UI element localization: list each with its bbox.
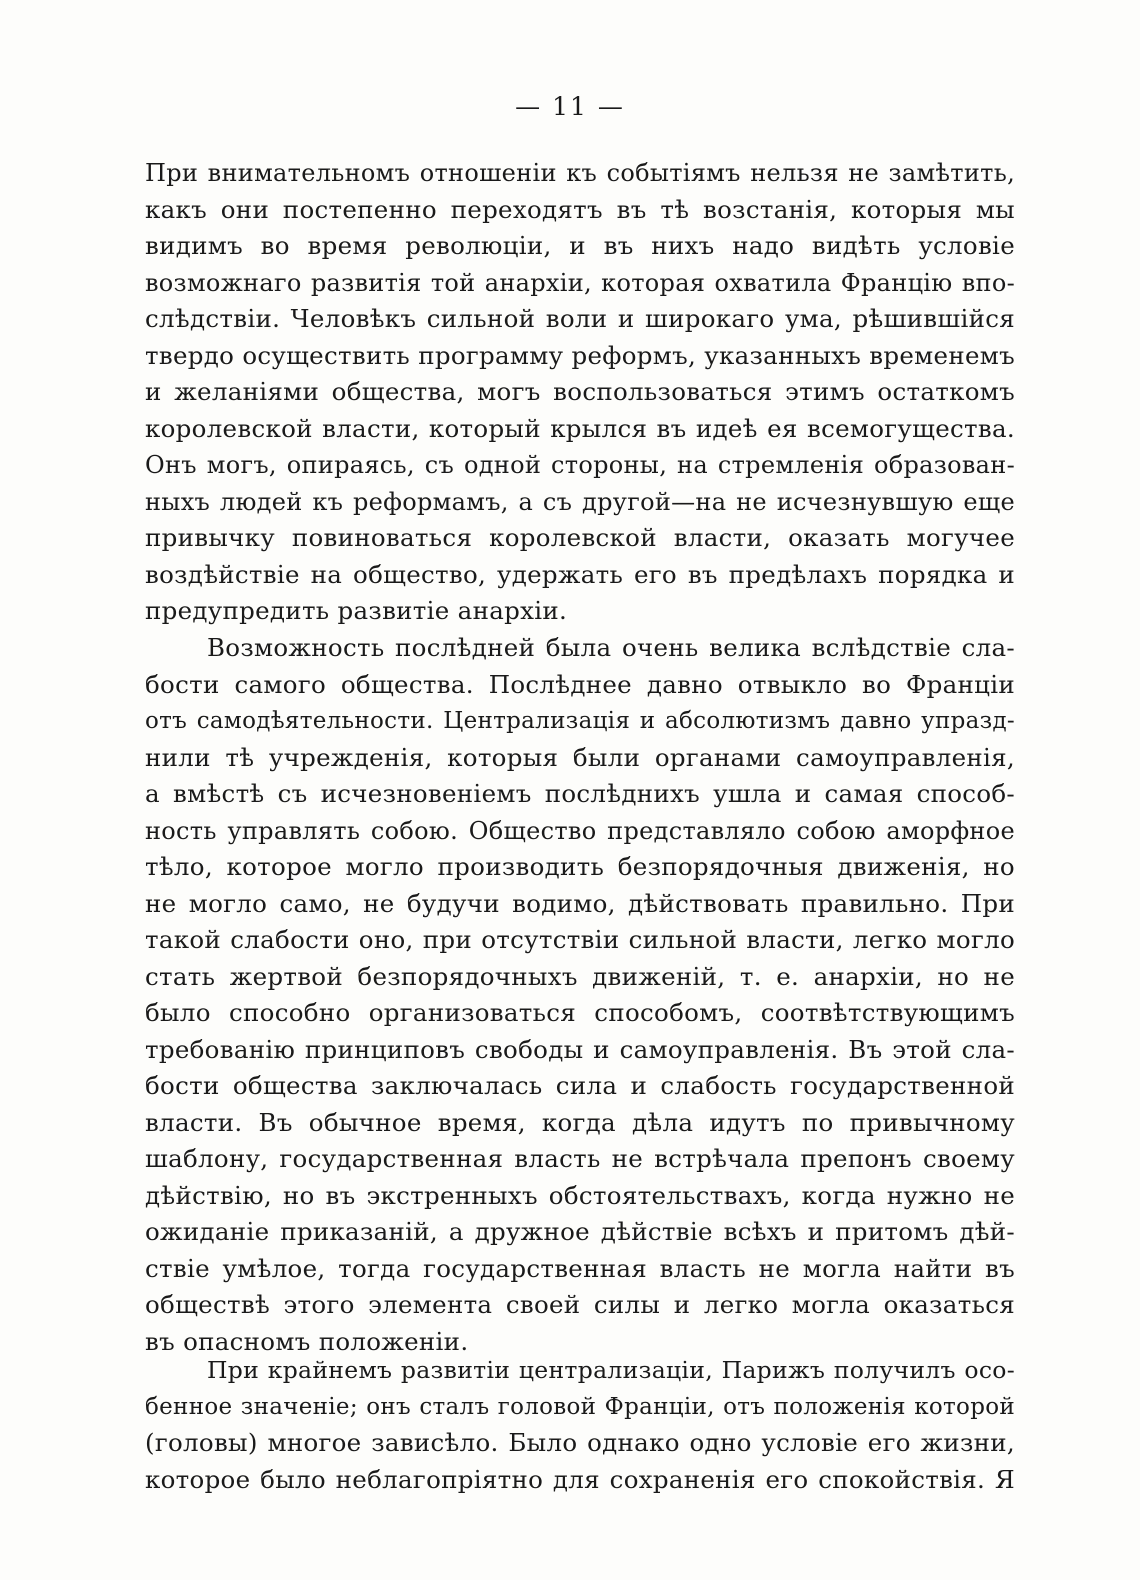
text-line: ность управлять собою. Общество представляло собою аморфное	[145, 816, 1015, 845]
text-line: предупредить развитіе анархіи.	[145, 596, 568, 625]
text-line: ствіе умѣлое, тогда государственная власть не могла найти въ	[145, 1253, 1015, 1283]
text-line: Возможность послѣдней была очень велика вслѣдствіе сла-	[207, 633, 1015, 662]
text-line: дѣйствію, но въ экстренныхъ обстоятельствахъ, когда нужно не	[145, 1180, 1015, 1210]
text-line: власти. Въ обычное время, когда дѣла идутъ по привычному	[145, 1107, 1015, 1137]
text-line: слѣдствіи. Человѣкъ сильной воли и широкаго ума, рѣшившійся	[145, 304, 1015, 333]
paragraph-3	[145, 1352, 1015, 1498]
text-line: которое было неблагопріятно для сохраненія его спокойствія. Я	[145, 1464, 1015, 1494]
paragraph-1	[145, 155, 1015, 630]
text-line: требованію принциповъ свободы и самоуправленія. Въ этой сла-	[145, 1034, 1015, 1064]
text-line: тѣло, которое могло производить безпорядочныя движенія, но	[145, 852, 1015, 881]
text-line: такой слабости оно, при отсутствіи сильной власти, легко могло	[145, 925, 1015, 954]
text-line: ныхъ людей къ реформамъ, а съ другой—на не исчезнувшую еще	[145, 487, 1015, 516]
text-line: и желаніями общества, могъ воспользоваться этимъ остаткомъ	[145, 377, 1015, 406]
text-line: обществѣ этого элемента своей силы и легко могла оказаться	[145, 1290, 1015, 1319]
text-line: стать жертвой безпорядочныхъ движеній, т. е. анархіи, но не	[145, 961, 1015, 991]
text-line: отъ самодѣятельности. Централизація и абсолютизмъ давно упразд-	[145, 708, 1015, 734]
text-line: бости общества заключалась сила и слабость государственной	[145, 1071, 1015, 1100]
text-line: а вмѣстѣ съ исчезновеніемъ послѣднихъ ушла и самая способ-	[145, 779, 1015, 808]
text-line: королевской власти, который крылся въ идеѣ ея всемогущества.	[145, 413, 1015, 443]
text-line: бенное значеніе; онъ сталъ головой Франціи, отъ положенія которой	[145, 1393, 1015, 1420]
text-line: бости самого общества. Послѣднее давно отвыкло во Франціи	[145, 669, 1015, 699]
paragraph-2	[145, 630, 1015, 1360]
text-line: въ опасномъ положеніи.	[145, 1326, 469, 1356]
text-line: воздѣйствіе на общество, удержать его въ предѣлахъ порядка и	[145, 559, 1015, 589]
text-line: При внимательномъ отношеніи къ событіямъ нельзя не замѣтить,	[145, 159, 1015, 187]
text-line: видимъ во время революціи, и въ нихъ надо видѣть условіе	[145, 231, 1015, 260]
text-line: ожиданіе приказаній, а дружное дѣйствіе всѣхъ и притомъ дѣй-	[145, 1217, 1015, 1246]
page-number: — 11 —	[515, 92, 625, 121]
text-line: привычку повиноваться королевской власти, оказать могучее	[145, 523, 1015, 552]
text-line: было способно организоваться способомъ, соотвѣтствующимъ	[145, 998, 1015, 1027]
text-line: Онъ могъ, опираясь, съ одной стороны, на стремленія образован-	[145, 451, 1015, 479]
text-line: нили тѣ учрежденія, которыя были органами самоуправленія,	[145, 742, 1015, 772]
text-line: какъ они постепенно переходятъ въ тѣ возстанія, которыя мы	[145, 194, 1015, 224]
text-line: не могло само, не будучи водимо, дѣйствовать правильно. При	[145, 888, 1015, 918]
text-line: возможнаго развитія той анархіи, которая охватила Францію впо-	[145, 268, 1015, 297]
text-line: При крайнемъ развитіи централизаціи, Парижъ получилъ осо-	[207, 1356, 1015, 1384]
text-line: (головы) многое зависѣло. Было однако одно условіе его жизни,	[145, 1428, 1015, 1457]
text-line: твердо осуществить программу реформъ, указанныхъ временемъ	[145, 340, 1015, 370]
text-line: шаблону, государственная власть не встрѣчала препонъ своему	[145, 1144, 1015, 1173]
